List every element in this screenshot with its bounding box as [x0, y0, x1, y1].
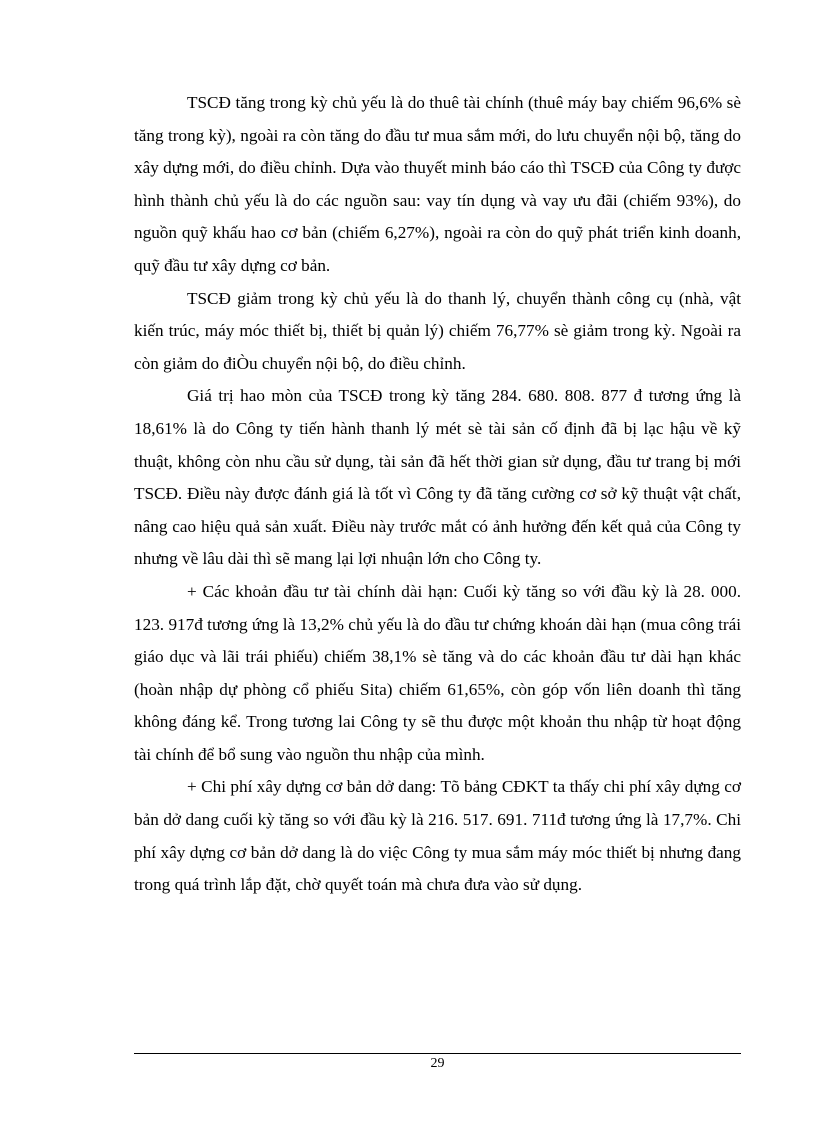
paragraph-construction-in-progress: + Chi phí xây dựng cơ bản dở dang: Tõ bảng CĐKT ta thấy chi phí xây dựng cơ bản dở dang cuối kỳ tăng so với đầu kỳ là 216. 517. 691. 711đ tương ứng là 17,7%. Chi phí xây dựng cơ bản dở dang là do việc Công ty mua sắm máy móc thiết bị nhưng đang trong quá trình lắp đặt, chờ quyết toán mà chưa đưa vào sử dụng. [134, 777, 741, 895]
page-number: 29 [430, 1056, 445, 1071]
paragraph-tscd-increase: TSCĐ tăng trong kỳ chủ yếu là do thuê tài chính (thuê máy bay chiếm 96,6% sè tăng trong kỳ), ngoài ra còn tăng do đầu tư mua sắm mới, do lưu chuyển nội bộ, tăng do xây dựng mới, do điều chỉnh. Dựa vào thuyết minh báo cáo thì TSCĐ của Công ty được hình thành chủ yếu là do các nguồn sau: vay tín dụng và vay ưu đãi (chiếm 93%), do nguồn quỹ khấu hao cơ bản (chiếm 6,27%), ngoài ra còn do quỹ phát triển kinh doanh, quỹ đầu tư xây dựng cơ bản. [134, 93, 741, 275]
paragraph-tscd-decrease: TSCĐ giảm trong kỳ chủ yếu là do thanh lý, chuyển thành công cụ (nhà, vật kiến trúc, máy móc thiết bị, thiết bị quản lý) chiếm 76,77% sè giảm trong kỳ. Ngoài ra còn giảm do điÒu chuyển nội bộ, do điều chỉnh. [134, 288, 741, 373]
body-text [134, 87, 741, 902]
paragraph-depreciation: Giá trị hao mòn của TSCĐ trong kỳ tăng 284. 680. 808. 877 đ tương ứng là 18,61% là do Công ty tiến hành thanh lý mét sè tài sản cố định đã bị lạc hậu về kỹ thuật, không còn nhu cầu sử dụng, tài sản đã hết thời gian sử dụng, đầu tư trang bị mới TSCĐ. Điều này được đánh giá là tốt vì Công ty đã tăng cường cơ sở kỹ thuật vật chất, nâng cao hiệu quả sản xuất. Điều này trước mắt có ảnh hưởng đến kết quả của Công ty nhưng về lâu dài thì sẽ mang lại lợi nhuận lớn cho Công ty. [134, 386, 741, 569]
footer-divider [134, 1053, 741, 1054]
paragraph-long-term-investment: + Các khoản đầu tư tài chính dài hạn: Cuối kỳ tăng so với đầu kỳ là 28. 000. 123. 917đ tương ứng là 13,2% chủ yếu là do đầu tư chứng khoán dài hạn (mua công trái giáo dục và lãi trái phiếu) chiếm 38,1% sè tăng và do các khoản đầu tư dài hạn khác (hoàn nhập dự phòng cổ phiếu Sita) chiếm 61,65%, còn góp vốn liên doanh thì tăng không đáng kể. Trong tương lai Công ty sẽ thu được một khoản thu nhập từ hoạt động tài chính để bổ sung vào nguồn thu nhập của mình. [134, 581, 741, 764]
